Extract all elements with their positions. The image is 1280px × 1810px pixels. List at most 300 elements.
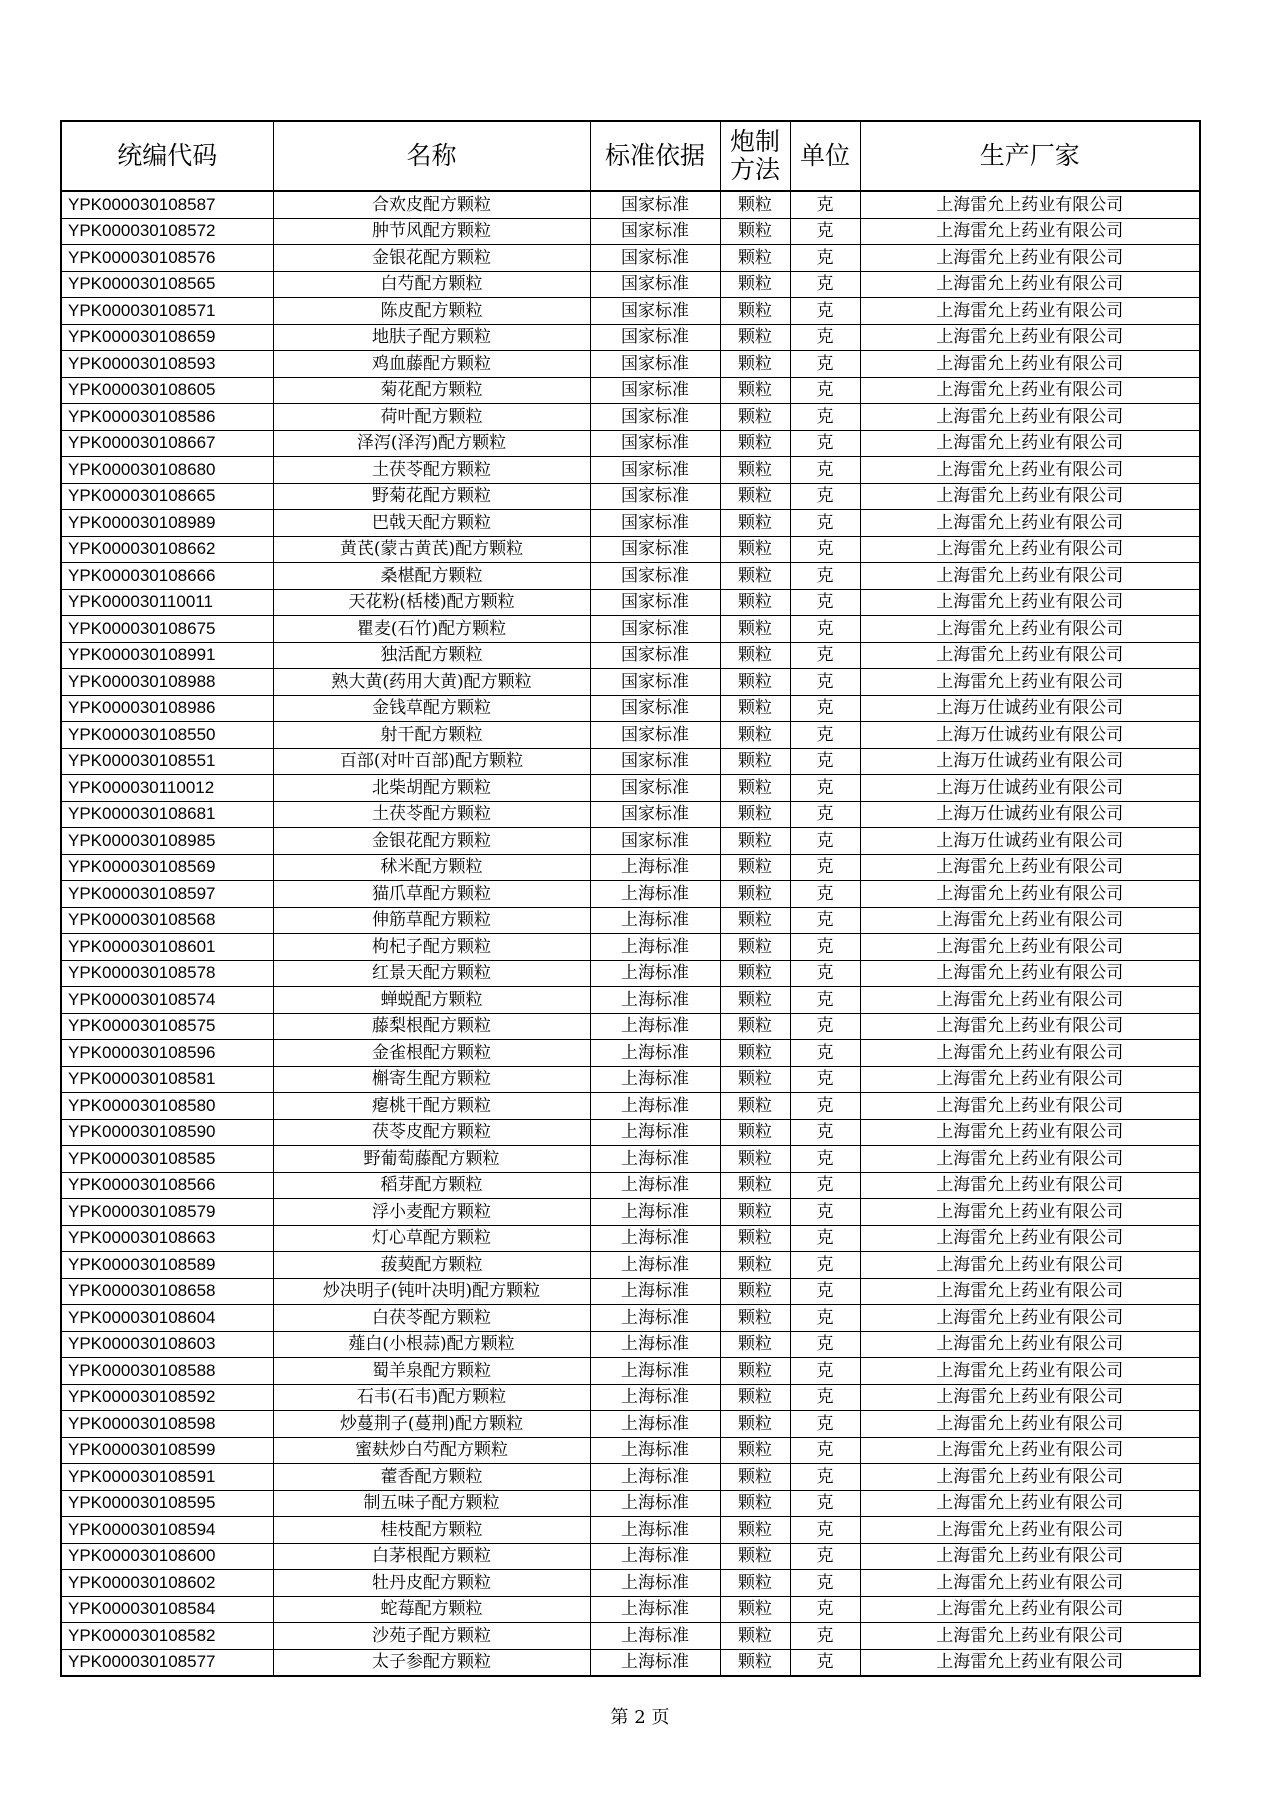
cell-name: 秫米配方颗粒 bbox=[273, 854, 590, 881]
cell-standard: 上海标准 bbox=[590, 1490, 720, 1517]
header-row bbox=[61, 121, 1200, 191]
cell-standard: 上海标准 bbox=[590, 1464, 720, 1491]
cell-unit: 克 bbox=[790, 1252, 860, 1279]
cell-standard: 国家标准 bbox=[590, 589, 720, 616]
cell-code: YPK000030108577 bbox=[61, 1649, 273, 1676]
cell-manufacturer: 上海雷允上药业有限公司 bbox=[860, 245, 1200, 272]
cell-manufacturer: 上海雷允上药业有限公司 bbox=[860, 191, 1200, 218]
cell-standard: 国家标准 bbox=[590, 642, 720, 669]
cell-name: 土茯苓配方颗粒 bbox=[273, 457, 590, 484]
page-number: 第 2 页 bbox=[610, 1707, 670, 1728]
cell-unit: 克 bbox=[790, 218, 860, 245]
cell-method: 颗粒 bbox=[720, 1199, 790, 1226]
cell-unit: 克 bbox=[790, 1093, 860, 1120]
cell-code: YPK000030108575 bbox=[61, 1013, 273, 1040]
cell-manufacturer: 上海雷允上药业有限公司 bbox=[860, 271, 1200, 298]
cell-unit: 克 bbox=[790, 960, 860, 987]
cell-name: 桂枝配方颗粒 bbox=[273, 1517, 590, 1544]
cell-unit: 克 bbox=[790, 563, 860, 590]
cell-unit: 克 bbox=[790, 1411, 860, 1438]
cell-standard: 上海标准 bbox=[590, 907, 720, 934]
cell-code: YPK000030108579 bbox=[61, 1199, 273, 1226]
cell-method: 颗粒 bbox=[720, 1146, 790, 1173]
table-row bbox=[61, 1570, 1200, 1597]
cell-standard: 上海标准 bbox=[590, 1013, 720, 1040]
header-method-line2: 方法 bbox=[729, 155, 780, 184]
cell-code: YPK000030108588 bbox=[61, 1358, 273, 1385]
cell-method: 颗粒 bbox=[720, 1517, 790, 1544]
cell-unit: 克 bbox=[790, 1464, 860, 1491]
cell-code: YPK000030108989 bbox=[61, 510, 273, 537]
cell-standard: 上海标准 bbox=[590, 1119, 720, 1146]
cell-code: YPK000030108663 bbox=[61, 1225, 273, 1252]
cell-method: 颗粒 bbox=[720, 828, 790, 855]
cell-code: YPK000030108585 bbox=[61, 1146, 273, 1173]
cell-code: YPK000030108599 bbox=[61, 1437, 273, 1464]
cell-unit: 克 bbox=[790, 1199, 860, 1226]
cell-unit: 克 bbox=[790, 1066, 860, 1093]
table-row bbox=[61, 510, 1200, 537]
cell-manufacturer: 上海雷允上药业有限公司 bbox=[860, 642, 1200, 669]
cell-manufacturer: 上海雷允上药业有限公司 bbox=[860, 510, 1200, 537]
cell-manufacturer: 上海雷允上药业有限公司 bbox=[860, 1490, 1200, 1517]
cell-method: 颗粒 bbox=[720, 1119, 790, 1146]
cell-code: YPK000030108602 bbox=[61, 1570, 273, 1597]
cell-unit: 克 bbox=[790, 1437, 860, 1464]
table-row bbox=[61, 536, 1200, 563]
cell-unit: 克 bbox=[790, 430, 860, 457]
cell-code: YPK000030108600 bbox=[61, 1543, 273, 1570]
cell-name: 土茯苓配方颗粒 bbox=[273, 801, 590, 828]
table-header bbox=[61, 121, 1200, 191]
cell-unit: 克 bbox=[790, 1543, 860, 1570]
cell-standard: 国家标准 bbox=[590, 377, 720, 404]
cell-name: 鸡血藤配方颗粒 bbox=[273, 351, 590, 378]
table-row bbox=[61, 404, 1200, 431]
table-row bbox=[61, 801, 1200, 828]
cell-unit: 克 bbox=[790, 1305, 860, 1332]
cell-name: 独活配方颗粒 bbox=[273, 642, 590, 669]
cell-name: 野葡萄藤配方颗粒 bbox=[273, 1146, 590, 1173]
cell-unit: 克 bbox=[790, 828, 860, 855]
cell-manufacturer: 上海雷允上药业有限公司 bbox=[860, 934, 1200, 961]
cell-name: 百部(对叶百部)配方颗粒 bbox=[273, 748, 590, 775]
cell-manufacturer: 上海雷允上药业有限公司 bbox=[860, 1305, 1200, 1332]
cell-name: 野菊花配方颗粒 bbox=[273, 483, 590, 510]
table-row bbox=[61, 1411, 1200, 1438]
table-row bbox=[61, 642, 1200, 669]
cell-manufacturer: 上海雷允上药业有限公司 bbox=[860, 351, 1200, 378]
cell-code: YPK000030108598 bbox=[61, 1411, 273, 1438]
cell-manufacturer: 上海雷允上药业有限公司 bbox=[860, 1570, 1200, 1597]
table-row bbox=[61, 722, 1200, 749]
cell-manufacturer: 上海雷允上药业有限公司 bbox=[860, 907, 1200, 934]
cell-name: 金雀根配方颗粒 bbox=[273, 1040, 590, 1067]
cell-name: 稻芽配方颗粒 bbox=[273, 1172, 590, 1199]
cell-unit: 克 bbox=[790, 1278, 860, 1305]
cell-standard: 上海标准 bbox=[590, 1305, 720, 1332]
cell-standard: 上海标准 bbox=[590, 1278, 720, 1305]
cell-name: 薤白(小根蒜)配方颗粒 bbox=[273, 1331, 590, 1358]
cell-name: 荷叶配方颗粒 bbox=[273, 404, 590, 431]
cell-name: 瘪桃干配方颗粒 bbox=[273, 1093, 590, 1120]
cell-method: 颗粒 bbox=[720, 907, 790, 934]
cell-method: 颗粒 bbox=[720, 1093, 790, 1120]
cell-unit: 克 bbox=[790, 907, 860, 934]
cell-method: 颗粒 bbox=[720, 483, 790, 510]
product-table bbox=[60, 120, 1201, 1677]
cell-unit: 克 bbox=[790, 1490, 860, 1517]
cell-name: 制五味子配方颗粒 bbox=[273, 1490, 590, 1517]
cell-manufacturer: 上海雷允上药业有限公司 bbox=[860, 1464, 1200, 1491]
table-row bbox=[61, 1305, 1200, 1332]
table-row bbox=[61, 854, 1200, 881]
cell-unit: 克 bbox=[790, 1040, 860, 1067]
header-manufacturer: 生产厂家 bbox=[860, 121, 1200, 191]
cell-code: YPK000030108604 bbox=[61, 1305, 273, 1332]
cell-method: 颗粒 bbox=[720, 960, 790, 987]
cell-unit: 克 bbox=[790, 191, 860, 218]
cell-method: 颗粒 bbox=[720, 748, 790, 775]
cell-method: 颗粒 bbox=[720, 1358, 790, 1385]
cell-standard: 国家标准 bbox=[590, 271, 720, 298]
cell-manufacturer: 上海雷允上药业有限公司 bbox=[860, 616, 1200, 643]
cell-code: YPK000030108985 bbox=[61, 828, 273, 855]
cell-code: YPK000030108605 bbox=[61, 377, 273, 404]
cell-manufacturer: 上海万仕诚药业有限公司 bbox=[860, 828, 1200, 855]
cell-method: 颗粒 bbox=[720, 271, 790, 298]
cell-name: 蜜麸炒白芍配方颗粒 bbox=[273, 1437, 590, 1464]
cell-unit: 克 bbox=[790, 1119, 860, 1146]
cell-manufacturer: 上海雷允上药业有限公司 bbox=[860, 1119, 1200, 1146]
cell-manufacturer: 上海雷允上药业有限公司 bbox=[860, 1066, 1200, 1093]
cell-manufacturer: 上海万仕诚药业有限公司 bbox=[860, 775, 1200, 802]
cell-manufacturer: 上海雷允上药业有限公司 bbox=[860, 218, 1200, 245]
cell-name: 蜀羊泉配方颗粒 bbox=[273, 1358, 590, 1385]
cell-standard: 国家标准 bbox=[590, 245, 720, 272]
cell-method: 颗粒 bbox=[720, 1252, 790, 1279]
table-row bbox=[61, 987, 1200, 1014]
table-row bbox=[61, 695, 1200, 722]
table-row bbox=[61, 748, 1200, 775]
cell-name: 瞿麦(石竹)配方颗粒 bbox=[273, 616, 590, 643]
cell-standard: 上海标准 bbox=[590, 1570, 720, 1597]
cell-method: 颗粒 bbox=[720, 1066, 790, 1093]
cell-method: 颗粒 bbox=[720, 1490, 790, 1517]
cell-name: 射干配方颗粒 bbox=[273, 722, 590, 749]
cell-method: 颗粒 bbox=[720, 1013, 790, 1040]
cell-unit: 克 bbox=[790, 245, 860, 272]
cell-code: YPK000030108566 bbox=[61, 1172, 273, 1199]
cell-manufacturer: 上海雷允上药业有限公司 bbox=[860, 1252, 1200, 1279]
table-row bbox=[61, 1119, 1200, 1146]
cell-code: YPK000030108986 bbox=[61, 695, 273, 722]
cell-unit: 克 bbox=[790, 1358, 860, 1385]
cell-standard: 上海标准 bbox=[590, 960, 720, 987]
table-row bbox=[61, 324, 1200, 351]
cell-standard: 上海标准 bbox=[590, 1623, 720, 1650]
table-row bbox=[61, 616, 1200, 643]
cell-standard: 国家标准 bbox=[590, 775, 720, 802]
cell-code: YPK000030108680 bbox=[61, 457, 273, 484]
cell-manufacturer: 上海雷允上药业有限公司 bbox=[860, 1437, 1200, 1464]
cell-method: 颗粒 bbox=[720, 563, 790, 590]
cell-name: 泽泻(泽泻)配方颗粒 bbox=[273, 430, 590, 457]
cell-manufacturer: 上海雷允上药业有限公司 bbox=[860, 324, 1200, 351]
cell-standard: 上海标准 bbox=[590, 1331, 720, 1358]
cell-name: 蝉蜕配方颗粒 bbox=[273, 987, 590, 1014]
cell-unit: 克 bbox=[790, 616, 860, 643]
cell-unit: 克 bbox=[790, 377, 860, 404]
cell-standard: 上海标准 bbox=[590, 1199, 720, 1226]
cell-manufacturer: 上海雷允上药业有限公司 bbox=[860, 1146, 1200, 1173]
cell-code: YPK000030108565 bbox=[61, 271, 273, 298]
cell-code: YPK000030110011 bbox=[61, 589, 273, 616]
table-row bbox=[61, 881, 1200, 908]
cell-unit: 克 bbox=[790, 1517, 860, 1544]
table-row bbox=[61, 1040, 1200, 1067]
cell-method: 颗粒 bbox=[720, 457, 790, 484]
table-row bbox=[61, 1358, 1200, 1385]
cell-method: 颗粒 bbox=[720, 404, 790, 431]
table-row bbox=[61, 1172, 1200, 1199]
cell-unit: 克 bbox=[790, 536, 860, 563]
cell-method: 颗粒 bbox=[720, 1040, 790, 1067]
cell-code: YPK000030108665 bbox=[61, 483, 273, 510]
cell-code: YPK000030108586 bbox=[61, 404, 273, 431]
cell-manufacturer: 上海雷允上药业有限公司 bbox=[860, 1278, 1200, 1305]
cell-standard: 国家标准 bbox=[590, 430, 720, 457]
cell-manufacturer: 上海雷允上药业有限公司 bbox=[860, 1040, 1200, 1067]
header-method-line1: 炮制 bbox=[729, 127, 780, 156]
cell-method: 颗粒 bbox=[720, 245, 790, 272]
cell-name: 桑椹配方颗粒 bbox=[273, 563, 590, 590]
cell-method: 颗粒 bbox=[720, 1649, 790, 1676]
cell-standard: 上海标准 bbox=[590, 1517, 720, 1544]
cell-manufacturer: 上海雷允上药业有限公司 bbox=[860, 430, 1200, 457]
table-row bbox=[61, 1384, 1200, 1411]
table-row bbox=[61, 218, 1200, 245]
cell-standard: 国家标准 bbox=[590, 457, 720, 484]
table-row bbox=[61, 1199, 1200, 1226]
cell-method: 颗粒 bbox=[720, 218, 790, 245]
cell-code: YPK000030108667 bbox=[61, 430, 273, 457]
cell-standard: 上海标准 bbox=[590, 854, 720, 881]
cell-unit: 克 bbox=[790, 642, 860, 669]
table-row bbox=[61, 457, 1200, 484]
cell-code: YPK000030108593 bbox=[61, 351, 273, 378]
cell-method: 颗粒 bbox=[720, 695, 790, 722]
cell-method: 颗粒 bbox=[720, 1331, 790, 1358]
table-row bbox=[61, 563, 1200, 590]
cell-name: 藤梨根配方颗粒 bbox=[273, 1013, 590, 1040]
cell-standard: 国家标准 bbox=[590, 828, 720, 855]
table-row bbox=[61, 1649, 1200, 1676]
cell-name: 石韦(石韦)配方颗粒 bbox=[273, 1384, 590, 1411]
table-row bbox=[61, 907, 1200, 934]
cell-manufacturer: 上海雷允上药业有限公司 bbox=[860, 457, 1200, 484]
table-row bbox=[61, 483, 1200, 510]
cell-standard: 上海标准 bbox=[590, 1411, 720, 1438]
cell-method: 颗粒 bbox=[720, 1172, 790, 1199]
cell-manufacturer: 上海雷允上药业有限公司 bbox=[860, 1093, 1200, 1120]
table-row bbox=[61, 1331, 1200, 1358]
table-row bbox=[61, 1278, 1200, 1305]
cell-unit: 克 bbox=[790, 483, 860, 510]
table-row bbox=[61, 589, 1200, 616]
cell-name: 浮小麦配方颗粒 bbox=[273, 1199, 590, 1226]
cell-unit: 克 bbox=[790, 1146, 860, 1173]
cell-unit: 克 bbox=[790, 1570, 860, 1597]
table-row bbox=[61, 1490, 1200, 1517]
cell-code: YPK000030108595 bbox=[61, 1490, 273, 1517]
table-row bbox=[61, 1543, 1200, 1570]
header-method bbox=[720, 121, 790, 191]
table-row bbox=[61, 1066, 1200, 1093]
cell-manufacturer: 上海万仕诚药业有限公司 bbox=[860, 748, 1200, 775]
cell-manufacturer: 上海雷允上药业有限公司 bbox=[860, 1358, 1200, 1385]
cell-standard: 上海标准 bbox=[590, 987, 720, 1014]
cell-name: 菝葜配方颗粒 bbox=[273, 1252, 590, 1279]
cell-name: 菊花配方颗粒 bbox=[273, 377, 590, 404]
cell-manufacturer: 上海雷允上药业有限公司 bbox=[860, 536, 1200, 563]
cell-standard: 上海标准 bbox=[590, 881, 720, 908]
header-standard: 标准依据 bbox=[590, 121, 720, 191]
cell-manufacturer: 上海雷允上药业有限公司 bbox=[860, 298, 1200, 325]
cell-method: 颗粒 bbox=[720, 536, 790, 563]
cell-method: 颗粒 bbox=[720, 1543, 790, 1570]
cell-name: 伸筋草配方颗粒 bbox=[273, 907, 590, 934]
table-row bbox=[61, 828, 1200, 855]
cell-name: 熟大黄(药用大黄)配方颗粒 bbox=[273, 669, 590, 696]
cell-method: 颗粒 bbox=[720, 191, 790, 218]
cell-name: 地肤子配方颗粒 bbox=[273, 324, 590, 351]
cell-manufacturer: 上海雷允上药业有限公司 bbox=[860, 1649, 1200, 1676]
cell-method: 颗粒 bbox=[720, 722, 790, 749]
table-row bbox=[61, 775, 1200, 802]
table-row bbox=[61, 934, 1200, 961]
cell-name: 藿香配方颗粒 bbox=[273, 1464, 590, 1491]
table-row bbox=[61, 1146, 1200, 1173]
cell-code: YPK000030108590 bbox=[61, 1119, 273, 1146]
cell-name: 沙苑子配方颗粒 bbox=[273, 1623, 590, 1650]
cell-manufacturer: 上海雷允上药业有限公司 bbox=[860, 1225, 1200, 1252]
cell-code: YPK000030108568 bbox=[61, 907, 273, 934]
cell-manufacturer: 上海雷允上药业有限公司 bbox=[860, 1543, 1200, 1570]
cell-code: YPK000030108658 bbox=[61, 1278, 273, 1305]
cell-name: 金银花配方颗粒 bbox=[273, 828, 590, 855]
cell-standard: 国家标准 bbox=[590, 324, 720, 351]
cell-name: 炒决明子(钝叶决明)配方颗粒 bbox=[273, 1278, 590, 1305]
cell-method: 颗粒 bbox=[720, 377, 790, 404]
table-row bbox=[61, 430, 1200, 457]
cell-code: YPK000030108988 bbox=[61, 669, 273, 696]
cell-manufacturer: 上海雷允上药业有限公司 bbox=[860, 881, 1200, 908]
cell-code: YPK000030108596 bbox=[61, 1040, 273, 1067]
cell-method: 颗粒 bbox=[720, 1411, 790, 1438]
cell-method: 颗粒 bbox=[720, 298, 790, 325]
cell-unit: 克 bbox=[790, 669, 860, 696]
cell-name: 枸杞子配方颗粒 bbox=[273, 934, 590, 961]
cell-standard: 上海标准 bbox=[590, 1358, 720, 1385]
cell-standard: 国家标准 bbox=[590, 191, 720, 218]
cell-method: 颗粒 bbox=[720, 669, 790, 696]
cell-name: 黄芪(蒙古黄芪)配方颗粒 bbox=[273, 536, 590, 563]
cell-code: YPK000030108594 bbox=[61, 1517, 273, 1544]
cell-manufacturer: 上海雷允上药业有限公司 bbox=[860, 589, 1200, 616]
cell-unit: 克 bbox=[790, 1384, 860, 1411]
cell-manufacturer: 上海雷允上药业有限公司 bbox=[860, 1623, 1200, 1650]
cell-unit: 克 bbox=[790, 298, 860, 325]
cell-standard: 上海标准 bbox=[590, 1093, 720, 1120]
table-row bbox=[61, 1093, 1200, 1120]
cell-method: 颗粒 bbox=[720, 1278, 790, 1305]
cell-manufacturer: 上海雷允上药业有限公司 bbox=[860, 669, 1200, 696]
cell-standard: 国家标准 bbox=[590, 218, 720, 245]
cell-name: 合欢皮配方颗粒 bbox=[273, 191, 590, 218]
cell-standard: 国家标准 bbox=[590, 695, 720, 722]
cell-manufacturer: 上海雷允上药业有限公司 bbox=[860, 483, 1200, 510]
table-body bbox=[61, 191, 1200, 1676]
cell-unit: 克 bbox=[790, 404, 860, 431]
cell-name: 金银花配方颗粒 bbox=[273, 245, 590, 272]
cell-standard: 上海标准 bbox=[590, 1225, 720, 1252]
cell-code: YPK000030108580 bbox=[61, 1093, 273, 1120]
cell-name: 灯心草配方颗粒 bbox=[273, 1225, 590, 1252]
cell-unit: 克 bbox=[790, 775, 860, 802]
cell-standard: 国家标准 bbox=[590, 801, 720, 828]
cell-manufacturer: 上海雷允上药业有限公司 bbox=[860, 1331, 1200, 1358]
cell-unit: 克 bbox=[790, 722, 860, 749]
cell-standard: 上海标准 bbox=[590, 1040, 720, 1067]
cell-standard: 上海标准 bbox=[590, 1384, 720, 1411]
cell-method: 颗粒 bbox=[720, 351, 790, 378]
cell-standard: 上海标准 bbox=[590, 1437, 720, 1464]
table-row bbox=[61, 271, 1200, 298]
cell-name: 猫爪草配方颗粒 bbox=[273, 881, 590, 908]
cell-name: 红景天配方颗粒 bbox=[273, 960, 590, 987]
cell-code: YPK000030108603 bbox=[61, 1331, 273, 1358]
cell-unit: 克 bbox=[790, 589, 860, 616]
cell-method: 颗粒 bbox=[720, 1437, 790, 1464]
cell-manufacturer: 上海雷允上药业有限公司 bbox=[860, 1411, 1200, 1438]
table-row bbox=[61, 245, 1200, 272]
cell-method: 颗粒 bbox=[720, 1596, 790, 1623]
cell-code: YPK000030108597 bbox=[61, 881, 273, 908]
cell-name: 太子参配方颗粒 bbox=[273, 1649, 590, 1676]
cell-standard: 国家标准 bbox=[590, 404, 720, 431]
cell-unit: 克 bbox=[790, 987, 860, 1014]
cell-standard: 上海标准 bbox=[590, 1172, 720, 1199]
cell-unit: 克 bbox=[790, 881, 860, 908]
cell-unit: 克 bbox=[790, 351, 860, 378]
cell-standard: 上海标准 bbox=[590, 1649, 720, 1676]
cell-standard: 国家标准 bbox=[590, 351, 720, 378]
cell-method: 颗粒 bbox=[720, 1225, 790, 1252]
cell-code: YPK000030108584 bbox=[61, 1596, 273, 1623]
cell-code: YPK000030108569 bbox=[61, 854, 273, 881]
table-row bbox=[61, 298, 1200, 325]
cell-code: YPK000030108581 bbox=[61, 1066, 273, 1093]
cell-code: YPK000030108681 bbox=[61, 801, 273, 828]
cell-name: 肿节风配方颗粒 bbox=[273, 218, 590, 245]
cell-unit: 克 bbox=[790, 934, 860, 961]
cell-name: 金钱草配方颗粒 bbox=[273, 695, 590, 722]
cell-code: YPK000030108991 bbox=[61, 642, 273, 669]
cell-unit: 克 bbox=[790, 1013, 860, 1040]
cell-code: YPK000030108551 bbox=[61, 748, 273, 775]
cell-method: 颗粒 bbox=[720, 642, 790, 669]
